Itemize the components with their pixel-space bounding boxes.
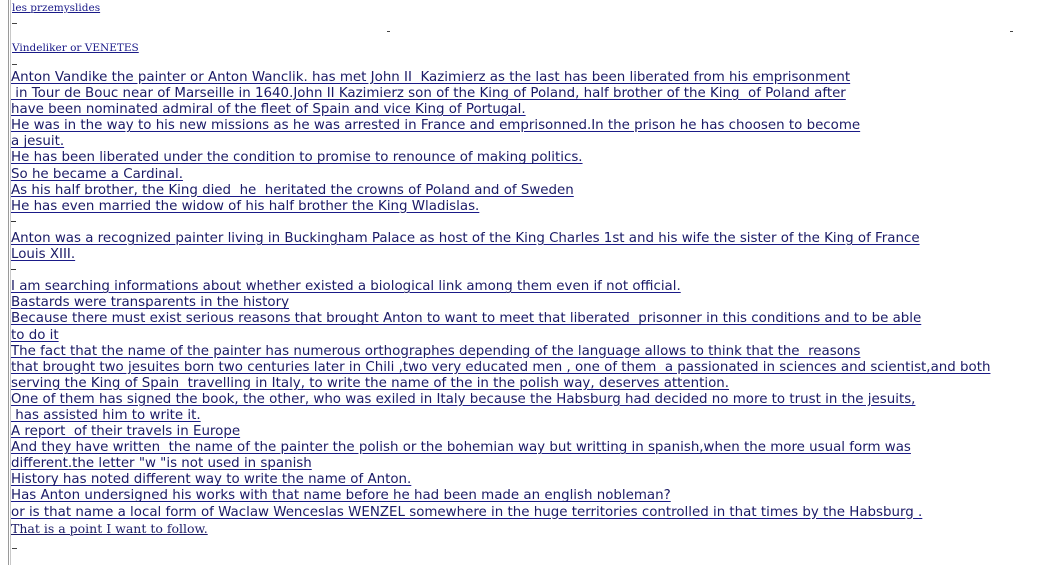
left-border: [8, 0, 9, 565]
text-line[interactable]: I am searching informations about whether existed a biological link among them even if not official.: [11, 279, 681, 295]
text-line[interactable]: different.the letter "w "is not used in spanish: [11, 456, 312, 472]
text-line[interactable]: One of them has signed the book, the other, who was exiled in Italy because the Habsburg had decided no more to trust in the jesuits,: [11, 391, 916, 407]
text-line[interactable]: has assisted him to write it.: [11, 407, 201, 423]
text-line[interactable]: As his half brother, the King died he heritated the crowns of Poland and of Sweden: [11, 182, 574, 198]
text-line[interactable]: He was in the way to his new missions as he was arrested in France and emprisonned.In the prison he has choosen to become: [11, 118, 861, 134]
text-line[interactable]: in Tour de Bouc near of Marseille in 1640.John II Kazimierz son of the King of Poland, half brother of the King of Poland after: [11, 86, 846, 102]
text-line[interactable]: Louis XIII.: [11, 247, 76, 263]
separator-dash: [387, 31, 390, 32]
blank-line: [11, 215, 1051, 231]
text-line[interactable]: He has even married the widow of his half brother the King Wladislas.: [11, 198, 480, 214]
link-vindeliker-venetes[interactable]: Vindeliker or VENETES: [12, 42, 139, 54]
text-line[interactable]: or is that name a local form of Waclaw Wenceslas WENZEL somewhere in the huge territories controlled in that times by the Habsburg .: [11, 504, 923, 520]
text-line[interactable]: Has Anton undersigned his works with that name before he had been made an english nobleman?: [11, 488, 671, 504]
separator-dash: [12, 23, 17, 24]
text-line[interactable]: that brought two jesuites born two centuries later in Chili ,two very educated men , one of them a passionated in sciences and scientist,and both: [11, 359, 991, 375]
text-line[interactable]: A report of their travels in Europe: [11, 424, 241, 440]
text-line[interactable]: serving the King of Spain travelling in Italy, to write the name of the in the polish way, deserves attention.: [11, 375, 730, 391]
text-line[interactable]: to do it: [11, 327, 59, 343]
text-line[interactable]: Bastards were transparents in the history: [11, 295, 290, 311]
article-body: [11, 70, 1051, 521]
link-last-line[interactable]: That is a point I want to follow.: [11, 521, 208, 536]
text-line[interactable]: have been nominated admiral of the fleet of Spain and vice King of Portugal.: [11, 102, 526, 118]
text-line[interactable]: The fact that the name of the painter has numerous orthographes depending of the language allows to think that the reasons: [11, 343, 861, 359]
link-les-przemyslides[interactable]: les przemyslides: [12, 2, 101, 14]
text-line[interactable]: Because there must exist serious reasons that brought Anton to want to meet that liberated prisonner in this conditions and to be able: [11, 311, 922, 327]
text-line[interactable]: History has noted different way to write the name of Anton.: [11, 472, 412, 488]
text-line[interactable]: So he became a Cardinal.: [11, 166, 183, 182]
separator-dash: [1010, 31, 1013, 32]
separator-dash: [12, 548, 17, 549]
text-line[interactable]: He has been liberated under the condition to promise to renounce of making politics.: [11, 150, 583, 166]
text-line[interactable]: Anton Vandike the painter or Anton Wanclik. has met John II Kazimierz as the last has been liberated from his emprisonment: [11, 70, 851, 85]
blank-line: [11, 263, 1051, 279]
text-line[interactable]: a jesuit.: [11, 134, 65, 150]
text-line[interactable]: Anton was a recognized painter living in Buckingham Palace as host of the King Charles 1st and his wife the sister of the King of France: [11, 230, 920, 246]
text-line[interactable]: And they have written the name of the painter the polish or the bohemian way but writting in spanish,when the more usual form was: [11, 440, 911, 456]
separator-dash: [12, 64, 17, 65]
